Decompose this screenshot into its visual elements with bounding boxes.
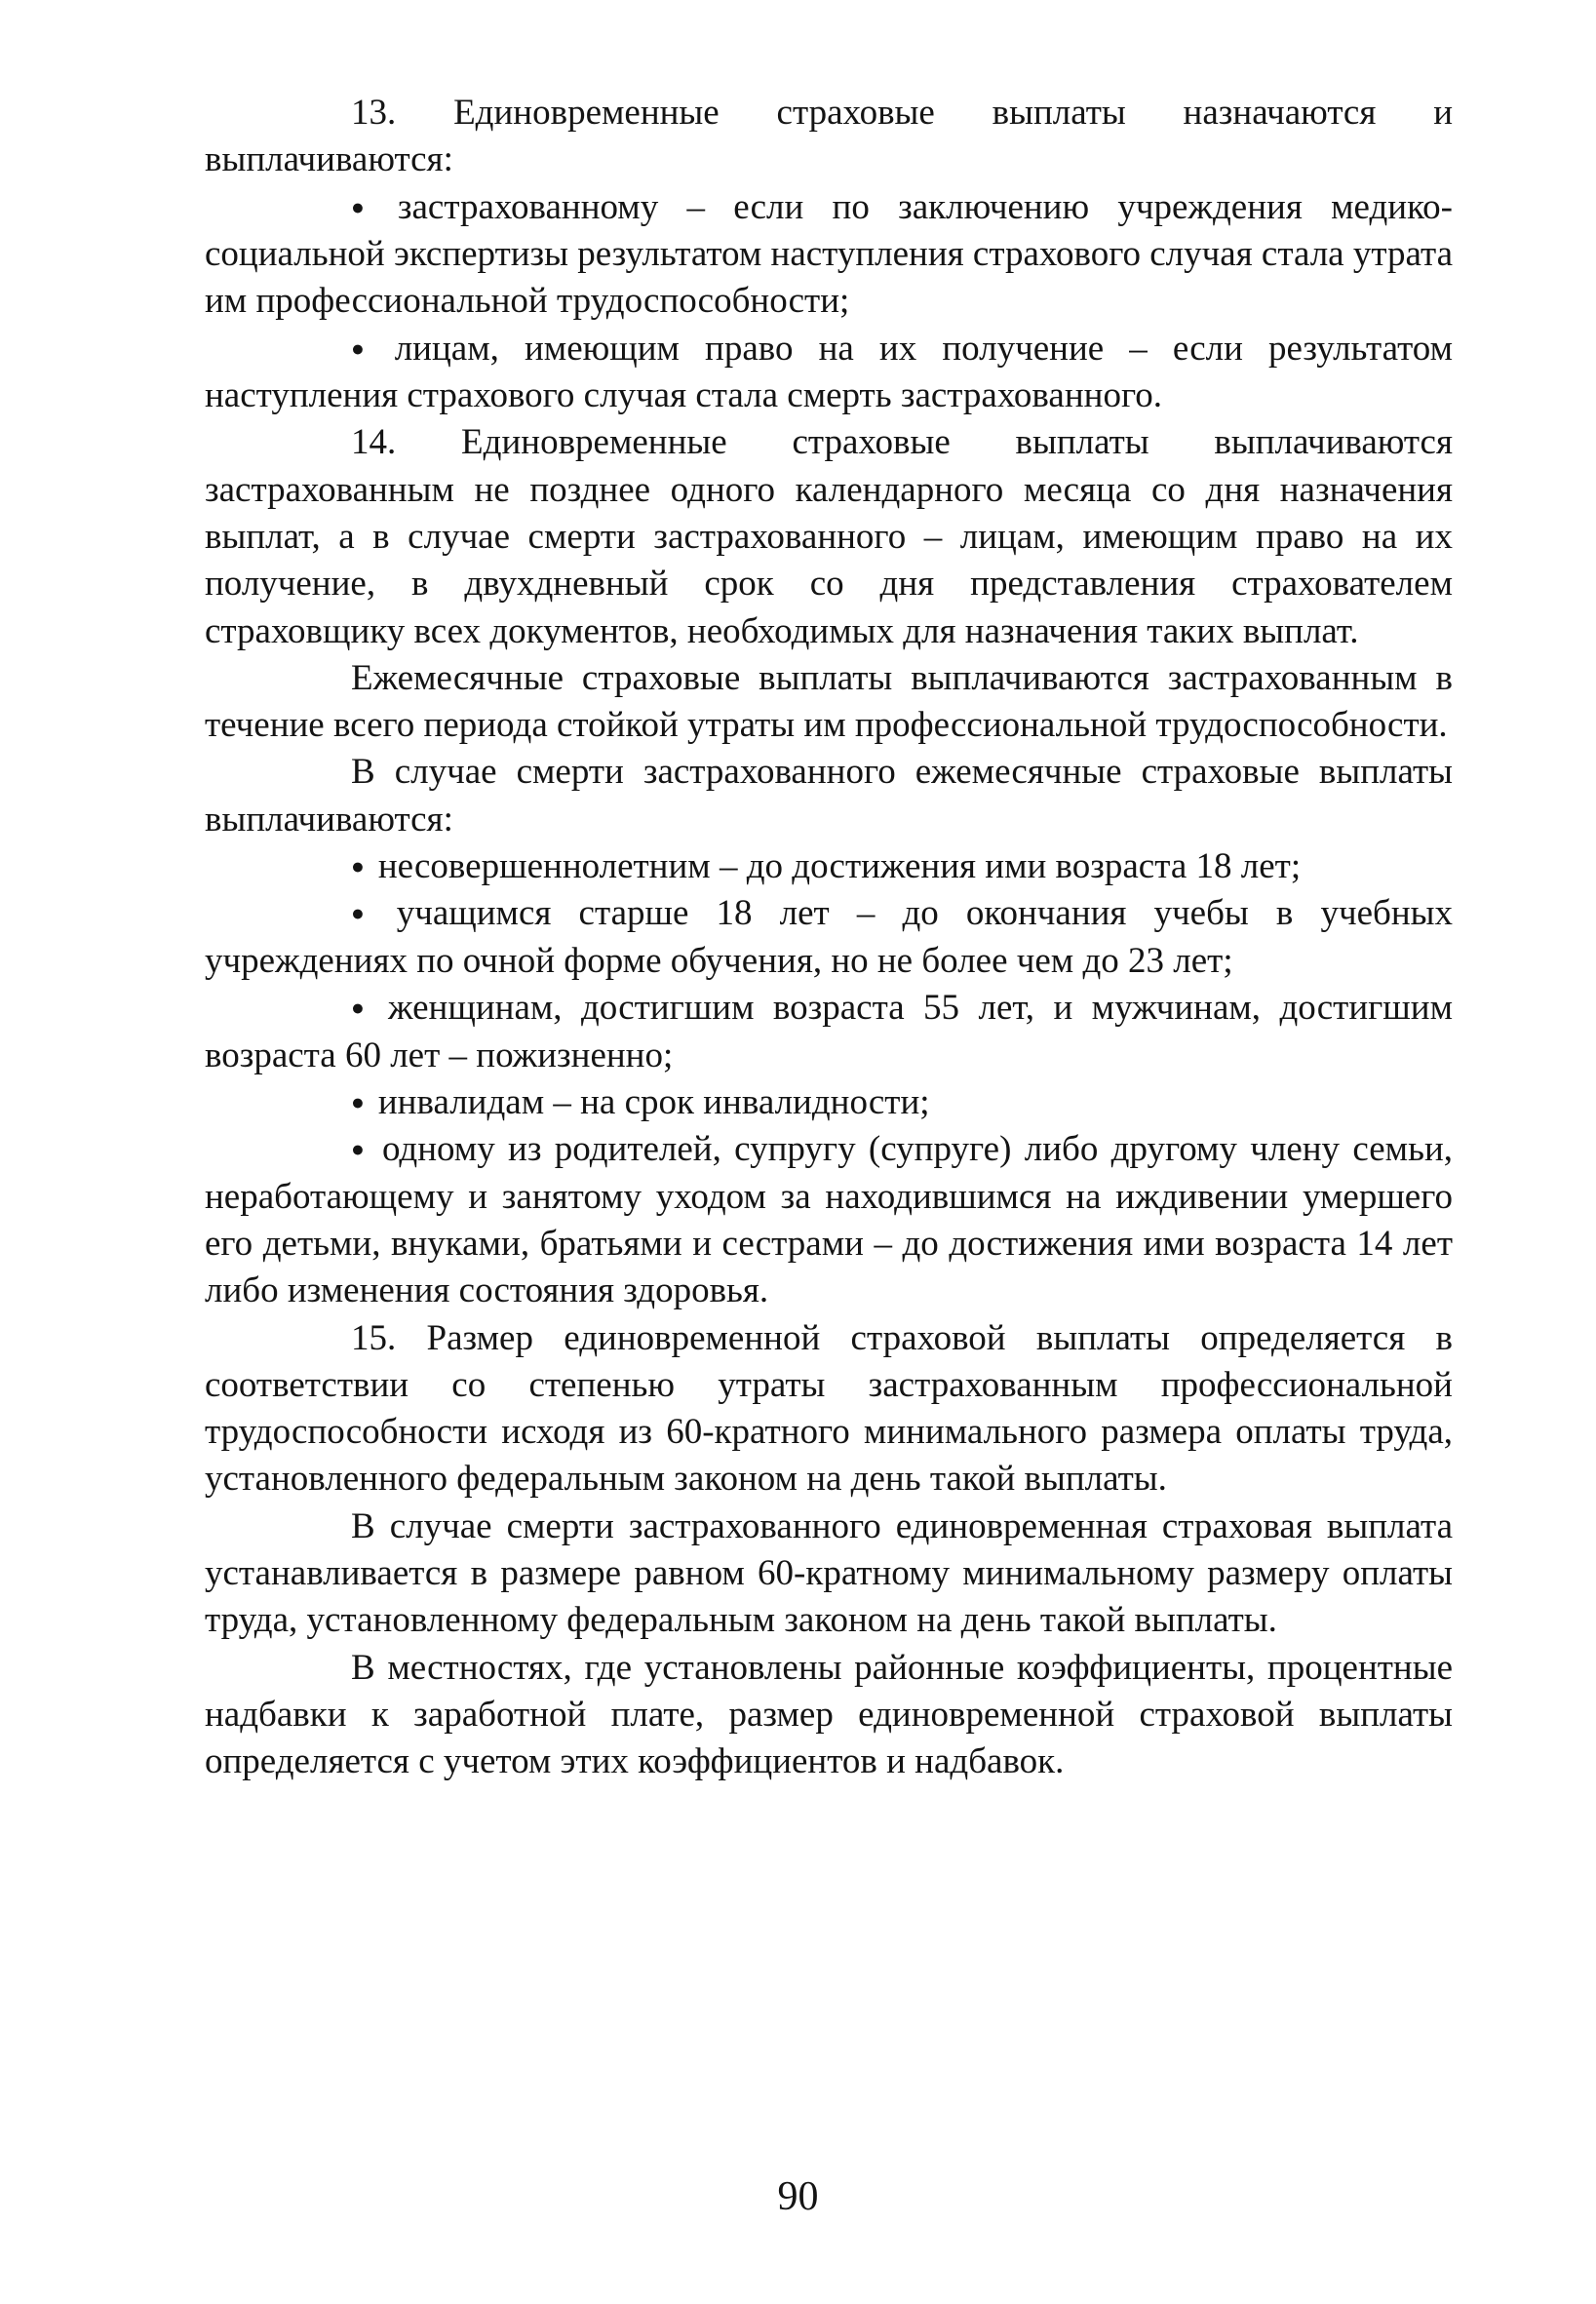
bullet-icon: ● (351, 901, 383, 926)
page-body-text (205, 90, 1453, 1786)
bullet-text: учащимся старше 18 лет – до окончания учебы в учебных учреждениях по очной форме обучения, но не более чем до 23 лет; (205, 893, 1454, 981)
bullet-item-minors (205, 843, 1453, 890)
bullet-item-pensioners (205, 985, 1453, 1079)
bullet-text: лицам, имеющим право на их получение – если результатом наступления страхового случая стала смерть застрахованного. (205, 328, 1453, 416)
bullet-item-students (205, 890, 1453, 985)
bullet-text: женщинам, достигшим возраста 55 лет, и мужчинам, достигшим возраста 60 лет – пожизненно; (205, 988, 1453, 1075)
bullet-icon: ● (351, 1089, 365, 1114)
bullet-item-disabled (205, 1079, 1453, 1126)
bullet-text: одному из родителей, супругу (супруге) либо другому члену семьи, неработающему и занятому уходом за находившимся на иждивении умершего его детьми, внуками, братьями и сестрами – до достижения ими возраста 14 лет либо изменения состояния здоровья. (205, 1129, 1453, 1311)
bullet-icon: ● (351, 996, 375, 1021)
paragraph-death-lump-sum: В случае смерти застрахованного единовременная страховая выплата устанавливается в размере равном 60-кратному минимальному размеру оплаты труда, установленному федеральным законом на день такой выплаты. (205, 1505, 1453, 1641)
paragraph-14: 14. Единовременные страховые выплаты выплачиваются застрахованным не позднее одного календарного месяца со дня назначения выплат, а в случае смерти застрахованного – лицам, имеющим право на их получение, в двухдневный срок со дня представления страхователем страховщику всех документов, необходимых для назначения таких выплат. (205, 422, 1453, 651)
bullet-icon: ● (351, 335, 381, 361)
bullet-item-entitled-persons (205, 326, 1453, 420)
bullet-item-family-member (205, 1126, 1453, 1314)
paragraph-monthly-payments: Ежемесячные страховые выплаты выплачиваются застрахованным в течение всего периода стойкой утраты им профессиональной трудоспособности. (205, 657, 1453, 746)
paragraph-regional-coefficients: В местностях, где установлены районные коэффициенты, процентные надбавки к заработной плате, размер единовременной страховой выплаты определяется с учетом этих коэффициентов и надбавок. (205, 1647, 1453, 1782)
bullet-text: застрахованному – если по заключению учреждения медико-социальной экспертизы результатом наступления страхового случая стала утрата им профессиональной трудоспособности; (205, 186, 1454, 322)
paragraph-13: 13. Единовременные страховые выплаты назначаются и выплачиваются: (205, 93, 1453, 180)
bullet-icon: ● (351, 1137, 369, 1162)
bullet-icon: ● (351, 194, 384, 219)
page-number: 90 (777, 2174, 819, 2219)
bullet-text: инвалидам – на срок инвалидности; (377, 1081, 930, 1122)
bullet-text: несовершеннолетним – до достижения ими возраста 18 лет; (377, 846, 1302, 887)
bullet-icon: ● (351, 854, 365, 879)
bullet-item-insured (205, 184, 1453, 326)
paragraph-15: 15. Размер единовременной страховой выплаты определяется в соответствии со степенью утраты застрахованным профессиональной трудоспособности исходя из 60-кратного минимального размера оплаты труда, установленного федеральным законом на день такой выплаты. (205, 1317, 1453, 1500)
paragraph-death-case: В случае смерти застрахованного ежемесячные страховые выплаты выплачиваются: (205, 752, 1453, 840)
